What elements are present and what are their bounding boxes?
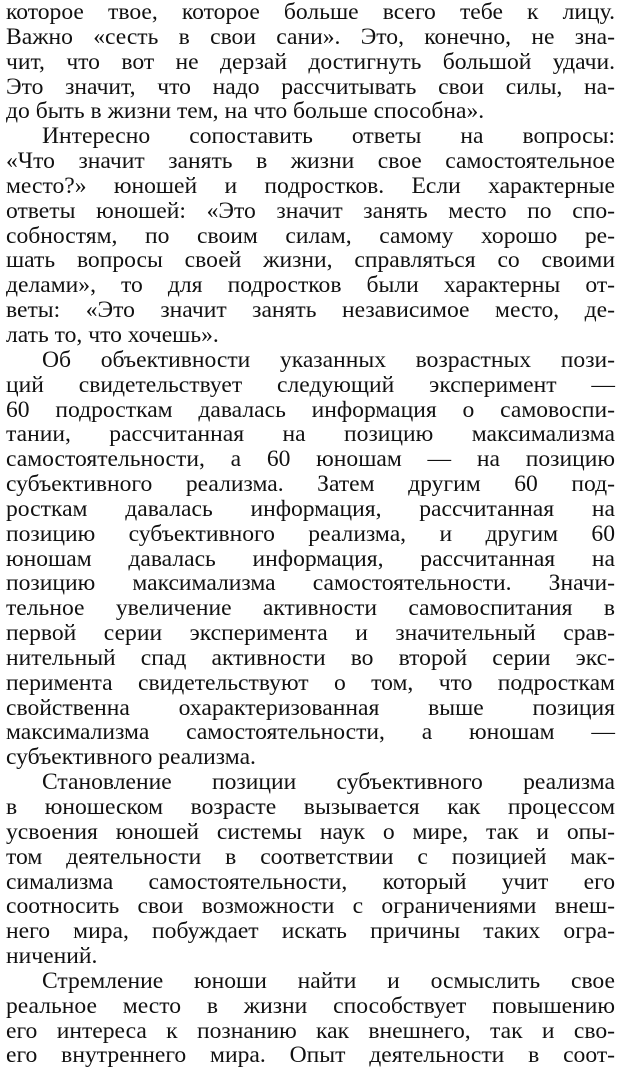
text-line: делами», то для подростков были характерны от- <box>6 272 615 299</box>
text-line: юношам давалась информация, рассчитанная на <box>6 545 615 572</box>
text-line: субъективного реализма. <box>6 744 256 771</box>
text-line: перимента свидетельствуют о том, что подросткам <box>6 669 615 696</box>
text-line: Интересно сопоставить ответы на вопросы: <box>42 123 615 150</box>
text-line: которое твое, которое больше всего тебе к лицу. <box>6 0 615 25</box>
text-line: максимализма самостоятельности, а юношам — <box>6 719 615 746</box>
text-line: симализма самостоятельности, который учит его <box>6 868 615 895</box>
text-line: в юношеском возрасте вызывается как процессом <box>6 794 615 820</box>
text-line: него мира, побуждает искать причины таких огра- <box>6 918 615 945</box>
text-line: его внутреннего мира. Опыт деятельности в соот- <box>6 1042 615 1069</box>
text-line: Важно «сесть в свои сани». Это, конечно, не зна- <box>6 23 615 50</box>
text-line: нительный спад активности во второй серии экс- <box>6 644 615 671</box>
text-line: свойственна охарактеризованная выше позиция <box>6 694 615 721</box>
text-line: ций свидетельствует следующий эксперимент — <box>6 371 615 398</box>
text-line: собностям, по своим силам, самому хорошо ре- <box>6 222 615 249</box>
text-line: место?» юношей и подростков. Если характерные <box>6 172 615 199</box>
text-line: самостоятельности, а 60 юношам — на позицию <box>6 446 615 473</box>
text-line: веты: «Это значит занять независимое место, де- <box>6 297 615 324</box>
text-line: тании, рассчитанная на позицию максимализма <box>6 421 615 448</box>
text-line: ответы юношей: «Это значит занять место по спо- <box>6 197 615 224</box>
paragraph-2 <box>6 124 615 348</box>
paragraph-1 <box>6 0 615 124</box>
text-line: реальное место в жизни способствует повышению <box>6 992 615 1019</box>
text-line: «Что значит занять в жизни свое самостоятельное <box>6 148 615 175</box>
text-line: усвоения юношей системы наук о мире, так и опы- <box>6 818 615 845</box>
text-line: росткам давалась информация, рассчитанная на <box>6 495 615 522</box>
text-line: первой серии эксперимента и значительный срав- <box>6 620 615 647</box>
paragraph-4 <box>6 770 615 969</box>
text-line: до быть в жизни тем, на что больше способна». <box>6 98 485 125</box>
text-line: Стремление юноши найти и осмыслить свое <box>42 967 615 994</box>
text-line: субъективного реализма. Затем другим 60 под- <box>6 471 615 498</box>
text-line: том деятельности в соответствии с позицией мак- <box>6 843 615 870</box>
text-line: Становление позиции субъективного реализма <box>42 769 615 796</box>
text-line: шать вопросы своей жизни, справляться со своими <box>6 247 615 274</box>
text-line: ничений. <box>6 943 98 970</box>
text-line: соотносить свои возможности с ограничениями внеш- <box>6 893 615 920</box>
document-page <box>6 0 615 1068</box>
text-line: тельное увеличение активности самовоспитания в <box>6 595 615 622</box>
paragraph-5 <box>6 969 615 1068</box>
text-line: позицию субъективного реализма, и другим 60 <box>6 520 615 547</box>
text-line: лать то, что хочешь». <box>6 321 219 348</box>
text-line: Об объективности указанных возрастных пози- <box>42 346 615 373</box>
text-line: его интереса к познанию как внешнего, так и сво- <box>6 1017 615 1044</box>
text-line: позицию максимализма самостоятельности. Значи- <box>6 570 615 597</box>
text-line: Это значит, что надо рассчитывать свои силы, на- <box>6 73 615 100</box>
text-line: 60 подросткам давалась информация о самовоспи- <box>6 396 615 423</box>
paragraph-3 <box>6 348 615 770</box>
text-line: чит, что вот не дерзай достигнуть большой удачи. <box>6 48 615 75</box>
